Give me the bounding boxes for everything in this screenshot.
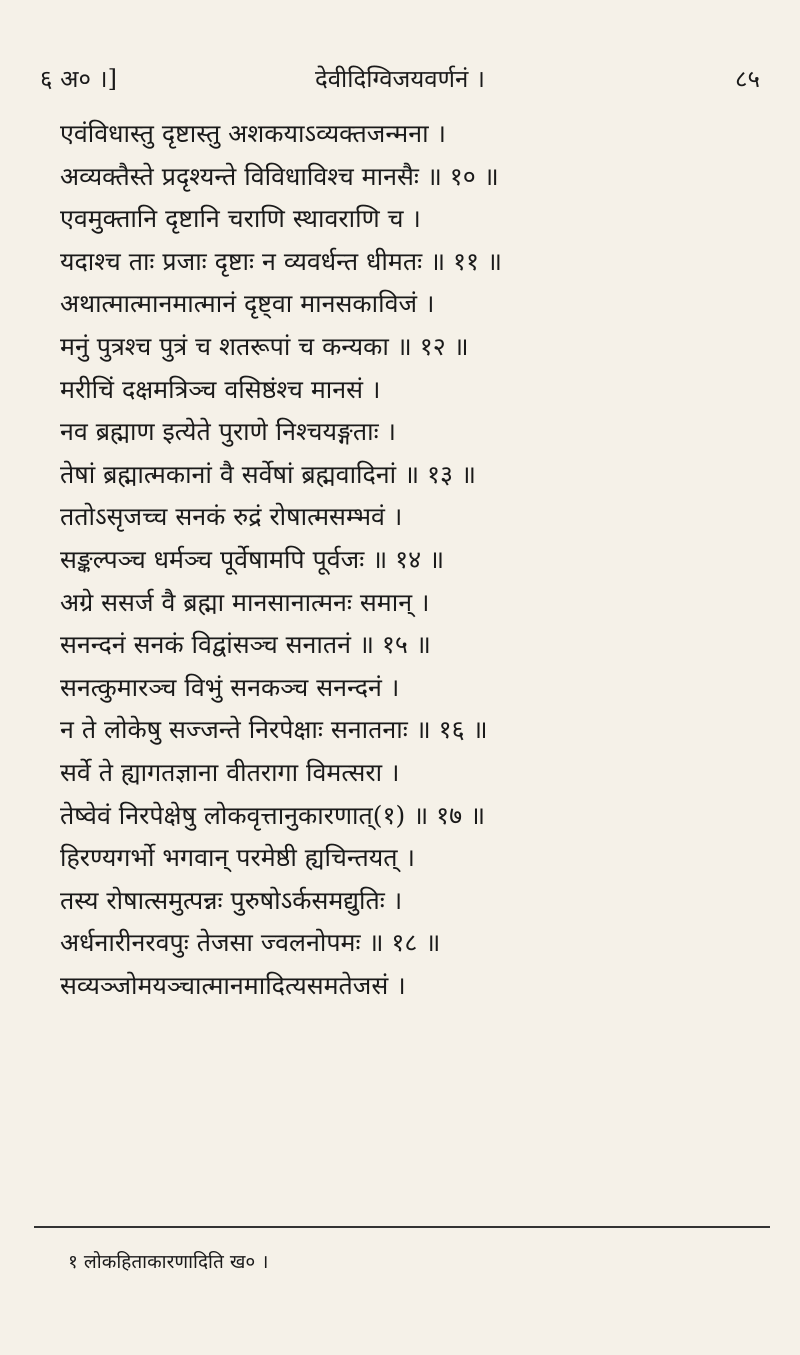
verse-line: अव्यक्तैस्ते प्रदृश्यन्ते विविधाविश्च मानसैः ॥ १० ॥ [60,161,499,191]
verse-line: हिरण्यगर्भो भगवान् परमेष्ठी ह्यचिन्तयत् । [60,843,415,873]
header-title: देवीदिग्विजयवर्णनं । [314,65,486,93]
footnote: १ लोकहिताकारणादिति ख० । [68,1251,269,1273]
verse-line: अर्धनारीनरवपुः तेजसा ज्वलनोपमः ॥ १८ ॥ [60,928,441,958]
verse-line: तेषां ब्रह्मात्मकानां वै सर्वेषां ब्रह्मवादिनां ॥ १३ ॥ [60,459,476,489]
verse-line: नव ब्रह्माण इत्येते पुराणे निश्चयङ्गताः । [60,417,397,447]
verse-line: अथात्मात्मानमात्मानं दृष्ट्वा मानसकाविजं । [60,289,435,319]
verse-line: एवमुक्तानि दृष्टानि चराणि स्थावराणि च । [60,204,421,234]
header-chapter-reference: ६ अ० ।] [40,65,118,93]
footnote-divider [34,1226,770,1228]
page-number: ८५ [735,65,760,93]
verse-line: अग्रे ससर्ज वै ब्रह्मा मानसानात्मनः समान् । [60,587,430,617]
running-header [40,62,760,102]
verse-line: तेष्वेवं निरपेक्षेषु लोकवृत्तानुकारणात्(१) ॥ १७ ॥ [60,800,486,830]
verse-line: एवंविधास्तु दृष्टास्तु अशकयाऽव्यक्तजन्मना । [60,119,447,148]
verse-line: सनत्कुमारञ्च विभुं सनकञ्च सनन्दनं । [60,672,400,702]
verse-body [60,113,760,1007]
verse-line: यदाश्च ताः प्रजाः दृष्टाः न व्यवर्धन्त धीमतः ॥ ११ ॥ [60,246,502,276]
verse-line: सर्वे ते ह्यागतज्ञाना वीतरागा विमत्सरा । [60,757,400,787]
verse-line: मरीचिं दक्षमत्रिञ्च वसिष्ठंश्च मानसं । [60,374,381,404]
verse-line: सङ्कल्पञ्च धर्मञ्च पूर्वेषामपि पूर्वजः ॥ १४ ॥ [60,544,445,574]
verse-line: सव्यञ्जोमयञ्चात्मानमादित्यसमतेजसं । [60,970,406,1000]
verse-line: न ते लोकेषु सज्जन्ते निरपेक्षाः सनातनाः ॥ १६ ॥ [60,715,488,745]
verse-line: ततोऽसृजच्च सनकं रुद्रं रोषात्मसम्भवं । [60,502,403,532]
verse-line: मनुं पुत्रश्च पुत्रं च शतरूपां च कन्यका ॥ १२ ॥ [60,331,469,361]
verse-line: तस्य रोषात्समुत्पन्नः पुरुषोऽर्कसमद्युतिः । [60,885,403,915]
verse-line: सनन्दनं सनकं विद्वांसञ्च सनातनं ॥ १५ ॥ [60,630,431,660]
